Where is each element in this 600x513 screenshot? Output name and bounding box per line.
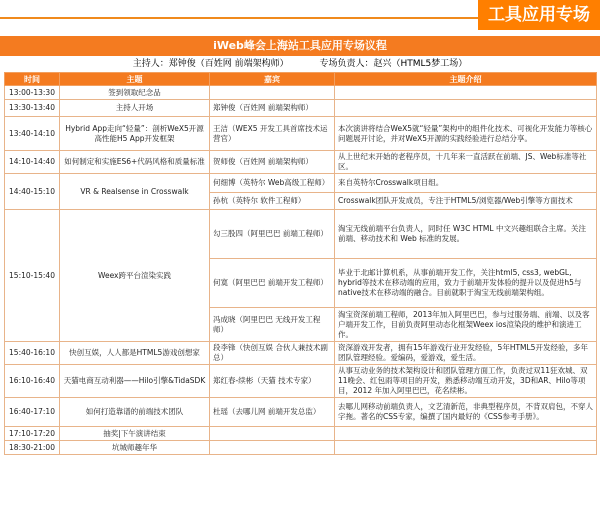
time-cell: 13:30-13:40 <box>5 100 60 117</box>
table-row <box>5 427 597 441</box>
col-speaker-header: 嘉宾 <box>210 73 335 86</box>
time-cell: 13:00-13:30 <box>5 86 60 100</box>
intro-cell <box>335 441 597 455</box>
time-cell: 13:40-14:10 <box>5 117 60 151</box>
topic-cell: 如何制定和实施ES6+代码风格和质量标准 <box>60 151 210 174</box>
time-cell: 15:10-15:40 <box>5 210 60 342</box>
speaker-cell: 勾三股四（阿里巴巴 前端工程师） <box>210 210 335 259</box>
col-intro-header: 主题介绍 <box>335 73 597 86</box>
speaker-cell <box>210 427 335 441</box>
owner-label: 专场负责人：赵兴（HTML5梦工场） <box>319 59 468 69</box>
topic-cell: VR & Realsense in Crosswalk <box>60 174 210 210</box>
topic-cell: 签到领取纪念品 <box>60 86 210 100</box>
intro-cell: 淘宝无线前端平台负责人，同时任 W3C HTML 中文兴趣组联合主席。关注前端、移动技术和 Web 标准的发展。 <box>335 210 597 259</box>
speaker-cell: 杜瑶（去哪儿网 前端开发总监） <box>210 398 335 427</box>
speaker-cell: 何细博（英特尔 Web高级工程师） <box>210 174 335 193</box>
speaker-cell <box>210 86 335 100</box>
intro-cell <box>335 100 597 117</box>
time-cell: 17:10-17:20 <box>5 427 60 441</box>
hosts-line <box>0 56 600 72</box>
table-row <box>5 174 597 193</box>
table-row <box>5 117 597 151</box>
speaker-cell: 王洁（WEX5 开发工具首席技术运营官） <box>210 117 335 151</box>
topic-cell: 天猫电商互动利器——Hilo引擎&TidaSDK <box>60 365 210 398</box>
intro-cell: 来自英特尔Crosswalk项目组。 <box>335 174 597 193</box>
intro-cell: 淘宝资深前端工程师，2013年加入阿里巴巴，参与过服务端、前端、以及客户端开发工作，目前负责阿里动态化框架Weex ios渲染段的维护和演进工作。 <box>335 308 597 342</box>
agenda-table <box>4 72 597 455</box>
speaker-cell: 冯成晓（阿里巴巴 无线开发工程师） <box>210 308 335 342</box>
speaker-cell: 贺师俊（百姓网 前端架构师） <box>210 151 335 174</box>
intro-cell: 从上世纪末开始的老程序员，十几年来一直活跃在前端、JS、Web标准等社区。 <box>335 151 597 174</box>
topic-cell: Weex跨平台渲染实践 <box>60 210 210 342</box>
time-cell: 16:10-16:40 <box>5 365 60 398</box>
topic-cell: 主持人开场 <box>60 100 210 117</box>
topic-cell: 坑城师趣年华 <box>60 441 210 455</box>
table-row <box>5 365 597 398</box>
col-time-header: 时间 <box>5 73 60 86</box>
topic-cell: 快创互娱，人人都是HTML5游戏创想家 <box>60 342 210 365</box>
time-cell: 16:40-17:10 <box>5 398 60 427</box>
agenda-body <box>5 86 597 455</box>
time-cell: 14:40-15:10 <box>5 174 60 210</box>
topic-cell: Hybrid App走向“轻量”：剖析WeX5开源高性能H5 App开发框架 <box>60 117 210 151</box>
time-cell: 14:10-14:40 <box>5 151 60 174</box>
orange-rule <box>0 17 478 19</box>
table-row <box>5 441 597 455</box>
time-cell: 18:30-21:00 <box>5 441 60 455</box>
table-row <box>5 86 597 100</box>
speaker-cell: 郑红春-续彬（天猫 技术专家） <box>210 365 335 398</box>
topic-cell: 如何打造靠谱的前端技术团队 <box>60 398 210 427</box>
page-title: iWeb峰会上海站工具应用专场议程 <box>0 36 600 56</box>
table-row <box>5 342 597 365</box>
speaker-cell: 孙杭（英特尔 软件工程师） <box>210 193 335 210</box>
topic-cell: 抽奖|下午演讲结束 <box>60 427 210 441</box>
speaker-cell: 郑钟俊（百姓网 前端架构师） <box>210 100 335 117</box>
intro-cell <box>335 427 597 441</box>
table-row <box>5 151 597 174</box>
host-label: 主持人：郑钟俊（百姓网 前端架构师） <box>132 59 289 69</box>
intro-cell <box>335 86 597 100</box>
section-tag: 工具应用专场 <box>478 0 600 30</box>
intro-cell: Crosswalk团队开发成员，专注于HTML5/浏览器/Web引擎等方面技术 <box>335 193 597 210</box>
intro-cell: 毕业于北邮计算机系，从事前端开发工作，关注html5, css3, webGL, hybrid等技术在移动端的应用，致力于前端开发体验的提升以及促进h5与native技术在移动端的融合。目前就职于淘宝无线前端架构组。 <box>335 259 597 308</box>
intro-cell: 从事互动业务的技术架构设计和团队管理方面工作，负责过双11狂欢城、双11晚会、红包雨等项目的开发，熟悉移动端互动开发，3D和AR、Hilo等项目，2012 年加入阿里巴巴，花名续彬。 <box>335 365 597 398</box>
top-bar <box>0 0 600 34</box>
table-row <box>5 398 597 427</box>
intro-cell: 去哪儿网移动前端负责人，文艺清新范，非典型程序员，不背双肩包，不穿人字拖。著名的CSS专家，编撰了国内最好的《CSS参考手册》。 <box>335 398 597 427</box>
intro-cell: 资深游戏开发者，拥有15年游戏行业开发经验，5年HTML5开发经验，多年团队管理经验。爱编码，爱游戏，爱生活。 <box>335 342 597 365</box>
speaker-cell: 何寞（阿里巴巴 前端开发工程师） <box>210 259 335 308</box>
intro-cell: 本次演讲将结合WeX5就“轻量”架构中的组件化技术、可视化开发能力等核心问题展开讨论，并对WeX5开源的实践经验进行总结分享。 <box>335 117 597 151</box>
time-cell: 15:40-16:10 <box>5 342 60 365</box>
table-header-row <box>5 73 597 86</box>
speaker-cell: 段李锋（快创互娱 合伙人兼技术副总） <box>210 342 335 365</box>
speaker-cell <box>210 441 335 455</box>
col-topic-header: 主题 <box>60 73 210 86</box>
table-row <box>5 210 597 259</box>
table-row <box>5 100 597 117</box>
